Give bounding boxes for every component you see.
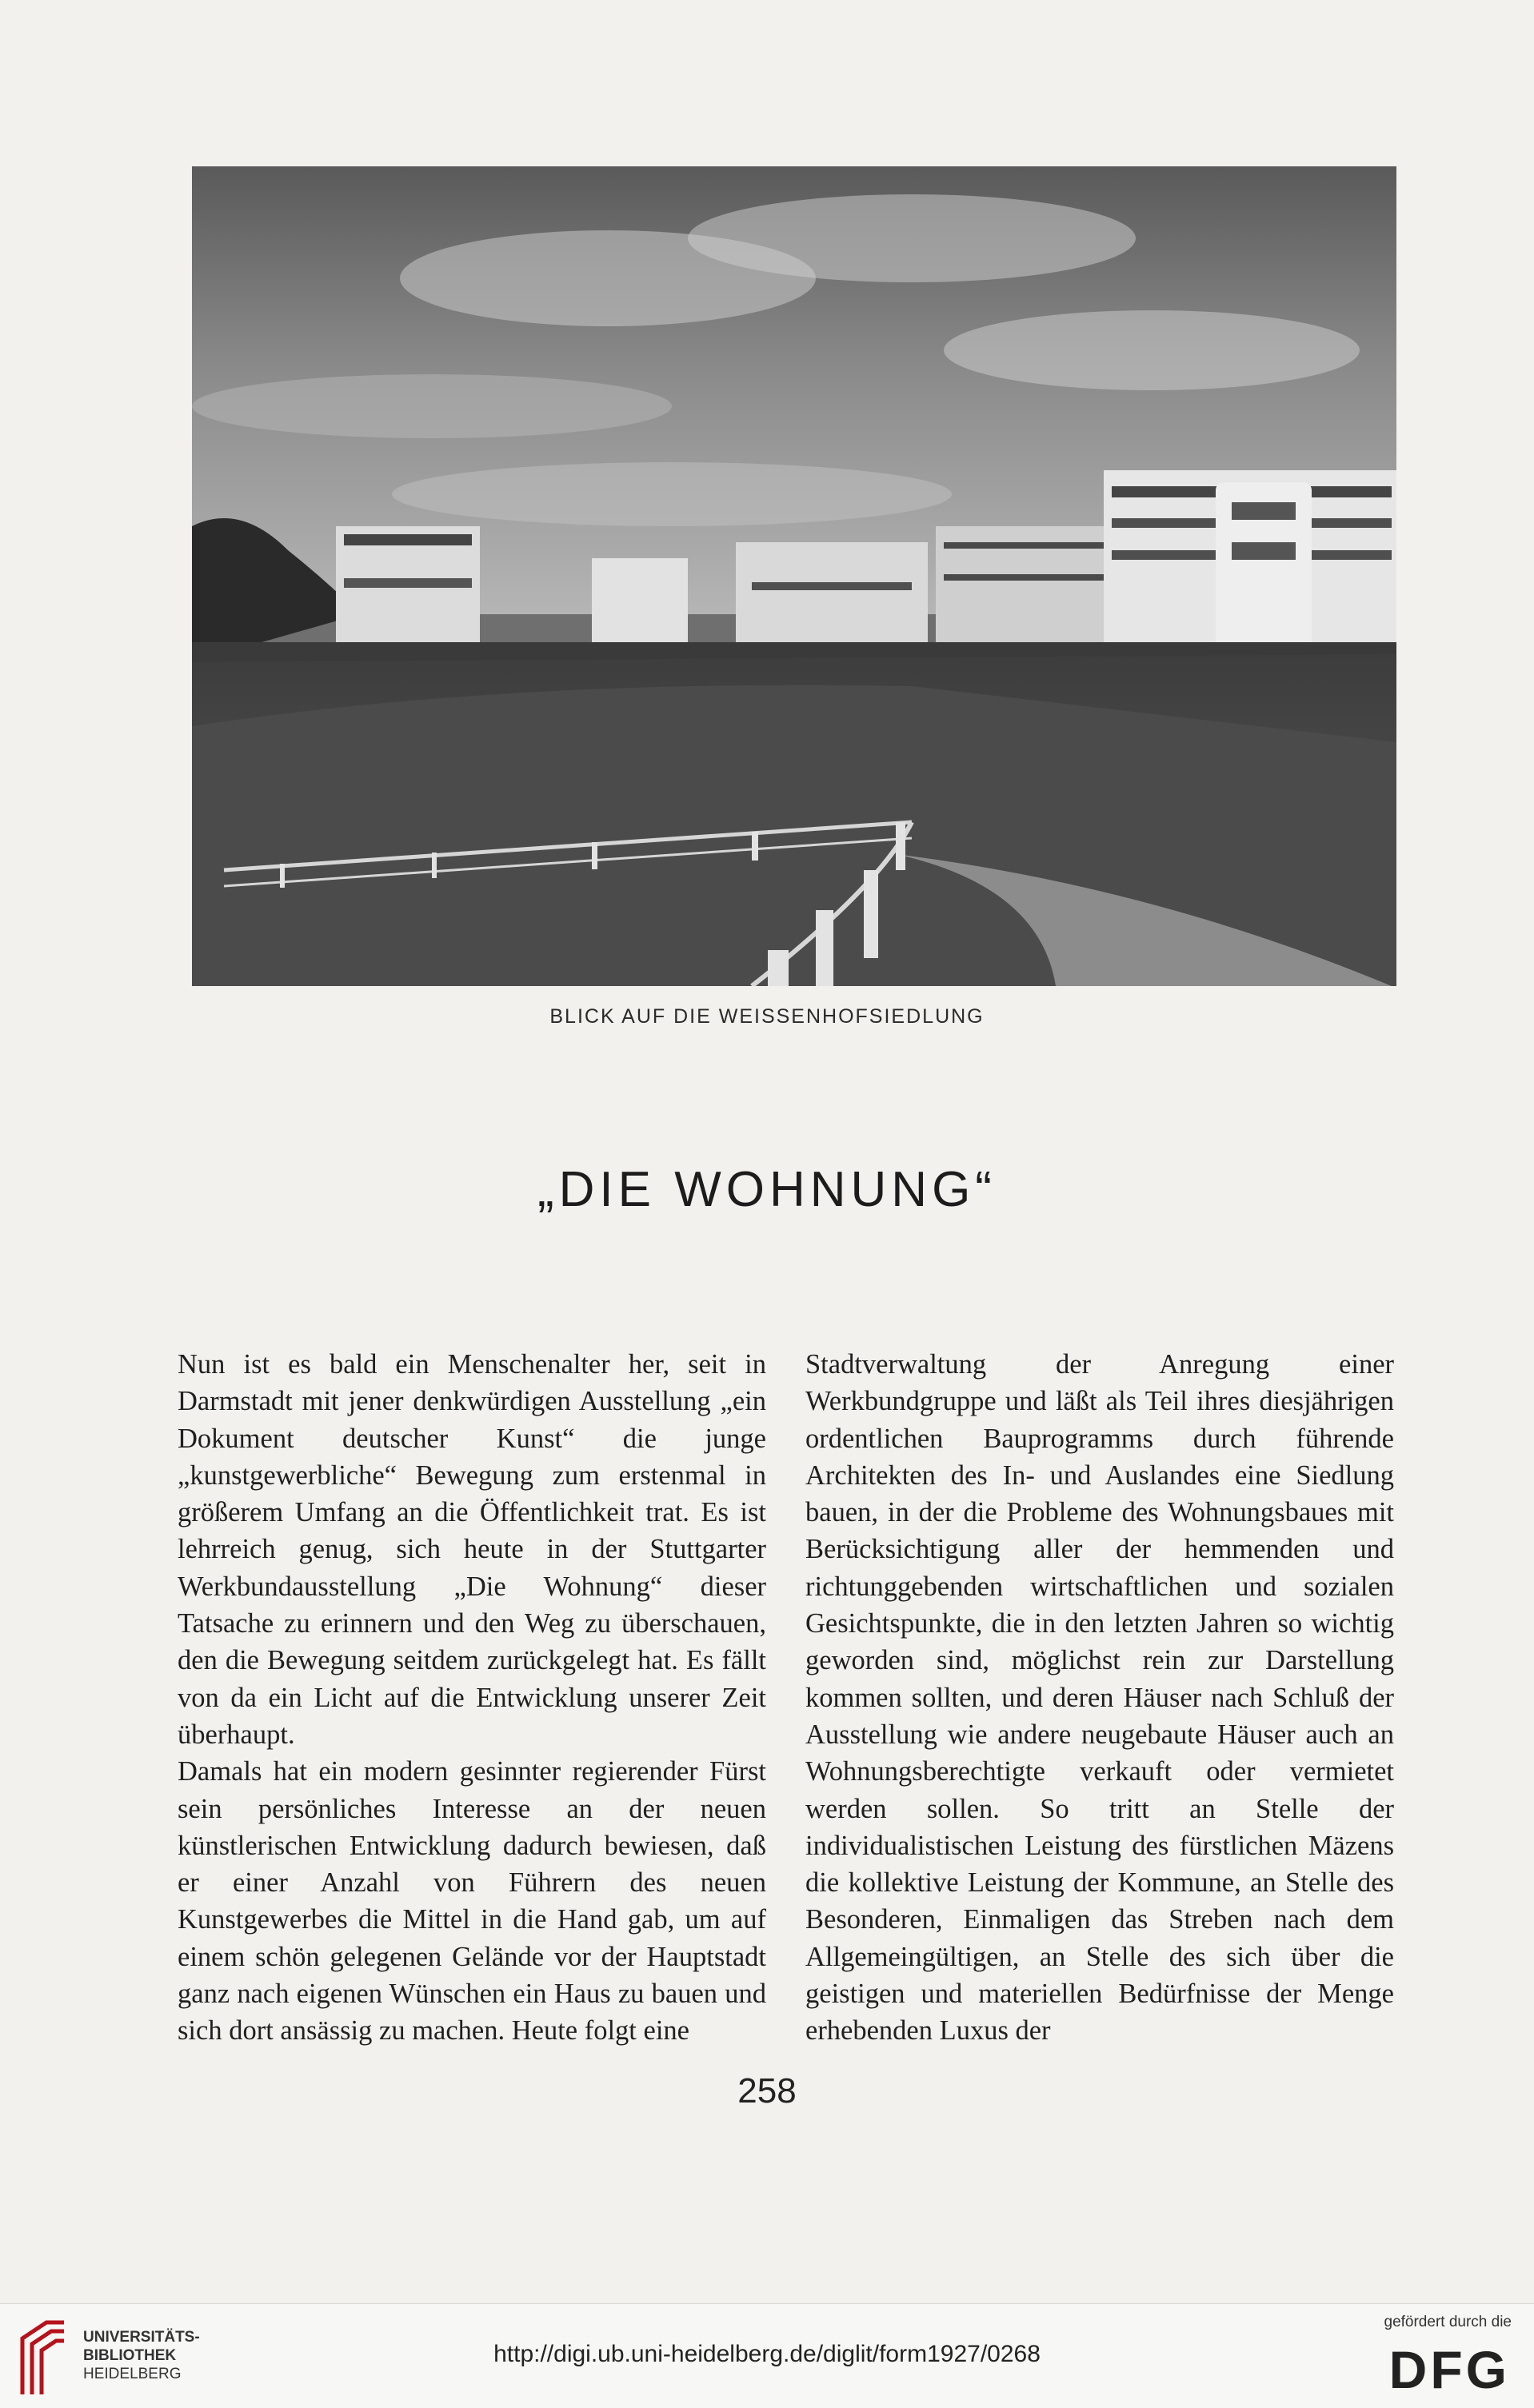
left-paragraph-1: Nun ist es bald ein Menschenalter her, seit in Darmstadt mit jener denkwürdigen Ausstellung „ein Dokument deutscher Kunst“ die junge „kunstgewerbliche“ Bewegung zum erstenmal in größerem Umfang an die Öffentlichkeit trat. Es ist lehrreich genug, sich heute in der Stuttgarter Werkbundausstellung „Die Wohnung“ dieser Tatsache zu erinnern und den Weg zu überschauen, den die Bewegung seitdem zurückgelegt hat. Es fällt von da ein Licht auf die Entwicklung unserer Zeit überhaupt. (178, 1349, 766, 1750)
article-right-column (805, 1346, 1394, 2050)
weissenhof-photo (192, 166, 1396, 986)
page-number: 258 (737, 2071, 797, 2110)
photo-image (192, 166, 1396, 986)
digitization-footer (0, 2303, 1534, 2408)
left-paragraph-2: Damals hat ein modern gesinnter regierender Fürst sein persönliches Interesse an der neuen künstlerischen Entwicklung dadurch bewiesen, daß er einer Anzahl von Führern des neuen Kunstgewerbes die Mittel in die Hand gab, um auf einem schön gelegenen Gelände vor der Hauptstadt ganz nach eigenen Wünschen ein Haus zu bauen und sich dort ansässig zu machen. Heute folgt eine (178, 1756, 766, 2047)
dfg-note: gefördert durch die (1384, 2314, 1512, 2330)
article-left-column (178, 1346, 766, 2050)
permalink-url[interactable]: http://digi.ub.uni-heidelberg.de/diglit/form1927/0268 (493, 2341, 1041, 2367)
library-line-1: UNIVERSITÄTS- (83, 2329, 200, 2346)
library-line-2: BIBLIOTHEK (83, 2347, 177, 2364)
photo-caption: BLICK AUF DIE WEISSENHOFSIEDLUNG (549, 1005, 985, 1028)
dfg-logo: DFG (1388, 2340, 1510, 2399)
right-paragraph-1: Stadtverwaltung der Anregung einer Werkbundgruppe und läßt als Teil ihres diesjährigen ordentlichen Bauprogramms durch führende Architekten des In- und Auslandes eine Siedlung bauen, in der die Probleme des Wohnungsbaues mit Berücksichtigung aller der hemmenden und richtunggebenden wirtschaftlichen und sozialen Gesichtspunkte, die in den letzten Jahren so wichtig geworden sind, möglichst rein zur Darstellung kommen sollten, und deren Häuser nach Schluß der Ausstellung wie andere neugebaute Häuser auch an Wohnungsberechtigte verkauft oder vermietet werden sollen. So tritt an Stelle der individualistischen Leistung des fürstlichen Mäzens die kollektive Leistung der Kommune, an Stelle des Besonderen, Einmaligen das Streben nach dem Allgemeingültigen, an Stelle des sich über die geistigen und materiellen Bedürfnisse der Menge erhebenden Luxus der (805, 1349, 1394, 2047)
article-title: „DIE WOHNUNG“ (537, 1162, 997, 1217)
library-line-3: HEIDELBERG (83, 2366, 182, 2382)
